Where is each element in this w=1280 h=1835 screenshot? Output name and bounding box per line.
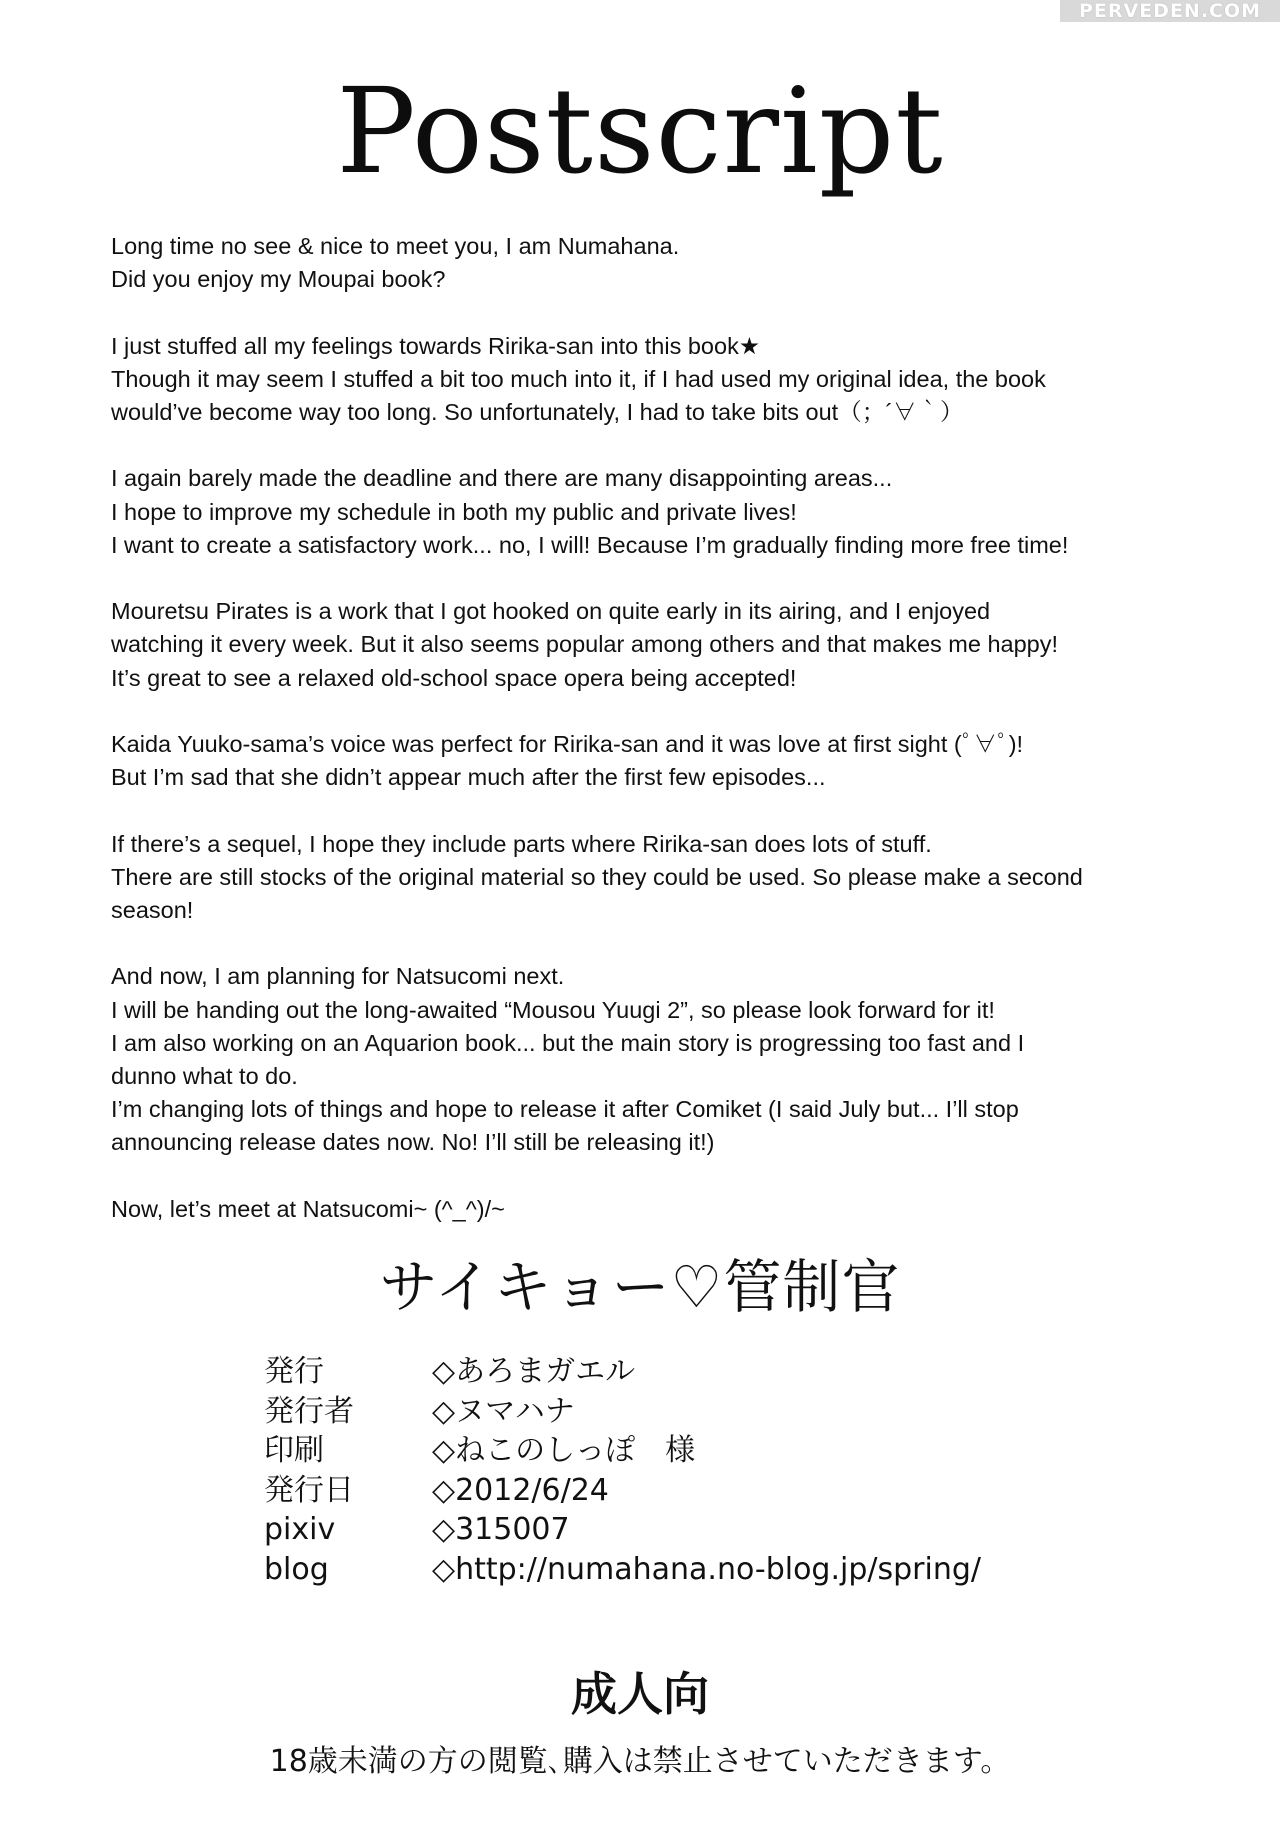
body-line: I will be handing out the long-awaited “Mousou Yuugi 2”, so please look forward for it! [111,996,995,1023]
paragraph-gap [111,927,1191,960]
body-line: But I’m sad that she didn’t appear much after the first few episodes... [111,764,826,791]
body-line: If there’s a sequel, I hope they include parts where Ririka-san does lots of stuff. [111,830,932,857]
body-line: watching it every week. But it also seems popular among others and that makes me happy! [111,631,1059,658]
colophon-row-date [264,1471,1064,1511]
colophon-row-publisher [264,1352,1064,1392]
watermark: PERVEDEN.COM [1060,0,1280,22]
paragraph-gap [111,429,1191,462]
body-line: Did you enjoy my Moupai book? [111,266,446,293]
colophon-label: 発行 [264,1354,324,1389]
book-title-jp: サイキョー♡管制官 [379,1253,901,1321]
paragraph-gap [111,695,1191,728]
page-title: Postscript [336,62,944,200]
body-line: Long time no see & nice to meet you, I am Numahana. [111,233,680,259]
body-line: I’m changing lots of things and hope to release it after Comiket (I said July but... I’ll stop [111,1096,1019,1123]
body-line: Mouretsu Pirates is a work that I got hooked on quite early in its airing, and I enjoyed [111,598,991,625]
body-line: season! [111,896,194,923]
colophon-label: blog [264,1551,329,1587]
body-line: dunno what to do. [111,1062,298,1089]
body-line: I just stuffed all my feelings towards Ririka-san into this book★ [111,332,760,359]
colophon-value: ◇2012/6/24 [432,1472,609,1508]
colophon-label: 印刷 [264,1433,324,1468]
body-line: And now, I am planning for Natsucomi next. [111,963,565,990]
colophon-row-pixiv [264,1510,1064,1550]
paragraph-gap [111,296,1191,329]
body-line: It’s great to see a relaxed old-school space opera being accepted! [111,664,797,691]
body-line: would’ve become way too long. So unfortunately, I had to take bits out（；´∀｀） [111,399,964,425]
colophon-value: ◇315007 [432,1512,570,1547]
colophon-label: pixiv [264,1512,336,1547]
body-line: I again barely made the deadline and there are many disappointing areas... [111,465,893,492]
colophon-row-printer [264,1431,1064,1471]
body-line: announcing release dates now. No! I’ll still be releasing it!) [111,1129,715,1156]
colophon-value: ◇あろまガエル [432,1354,636,1389]
postscript-body [111,230,1191,1226]
paragraph-gap [111,562,1191,595]
colophon-row-blog [264,1550,1064,1590]
body-line: I am also working on an Aquarion book... but the main story is progressing too fast and I [111,1029,1025,1056]
colophon-value: ◇ヌマハナ [432,1393,575,1429]
age-restriction-notice: 18歳未満の方の閲覧､購入は禁止させていただきます。 [269,1744,1011,1779]
paragraph-gap [111,794,1191,827]
colophon-row-author [264,1392,1064,1432]
body-line: I hope to improve my schedule in both my public and private lives! [111,498,797,525]
body-line: Kaida Yuuko-sama’s voice was perfect for Ririka-san and it was love at first sight (ﾟ∀ﾟ)! [111,730,1024,757]
body-line: I want to create a satisfactory work... no, I will! Because I’m gradually finding more free time! [111,531,1069,558]
paragraph-gap [111,1160,1191,1193]
colophon-label: 発行日 [264,1472,354,1508]
body-line: There are still stocks of the original material so they could be used. So please make a second [111,863,1083,890]
adult-label: 成人向 [571,1667,709,1721]
blog-url: ◇http://numahana.no-blog.jp/spring/ [432,1551,981,1587]
colophon-label: 発行者 [264,1393,354,1429]
colophon [264,1352,1064,1589]
body-line: Though it may seem I stuffed a bit too much into it, if I had used my original idea, the book [111,365,1046,392]
body-line: Now, let’s meet at Natsucomi~ (^_^)/~ [111,1195,505,1222]
colophon-value: ◇ねこのしっぽ 様 [432,1433,696,1468]
